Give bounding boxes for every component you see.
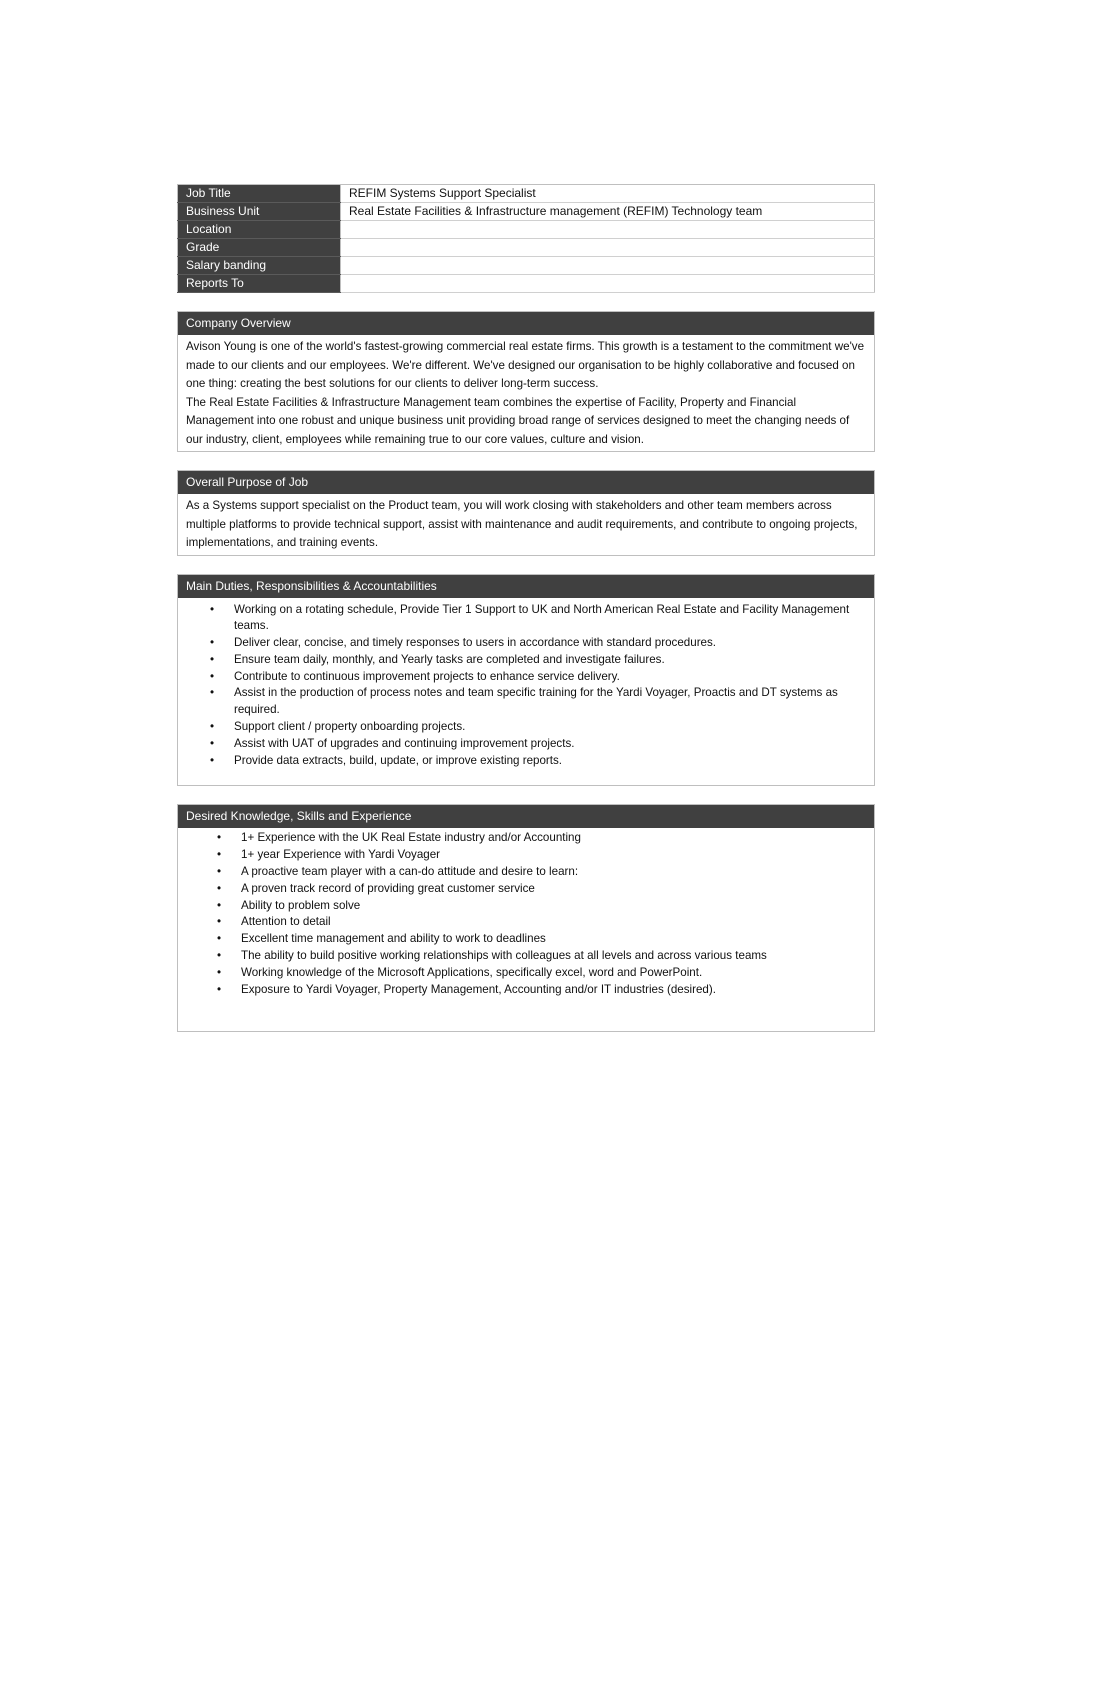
table-row [178, 185, 875, 203]
company-overview-heading: Company Overview [178, 312, 874, 335]
company-overview-body [178, 335, 874, 451]
reports-to-label: Reports To [178, 275, 341, 293]
company-overview-paragraph: The Real Estate Facilities & Infrastructure Management team combines the expertise of Facility, Property and Financial Management into one robust and unique business unit providing broad range of services designed to meet the changing needs of our industry, client, employees while remaining true to our core values, culture and vision. [186, 395, 850, 446]
list-item: • Excellent time management and ability to work to deadlines [241, 931, 866, 948]
table-row [178, 203, 875, 221]
salary-banding-value [341, 257, 875, 275]
overall-purpose-body [178, 494, 874, 555]
main-duties-section [177, 574, 875, 787]
list-item: • Exposure to Yardi Voyager, Property Management, Accounting and/or IT industries (desired). [241, 982, 866, 999]
table-row [178, 275, 875, 293]
list-item: • Deliver clear, concise, and timely responses to users in accordance with standard procedures. [234, 635, 854, 652]
overall-purpose-text: As a Systems support specialist on the Product team, you will work closing with stakeholders and other team members across multiple platforms to provide technical support, assist with maintenance and audit requirements, and contribute to ongoing projects, implementations, and training events. [186, 499, 858, 549]
skills-list [186, 830, 866, 998]
location-label: Location [178, 221, 341, 239]
list-item: • Assist with UAT of upgrades and continuing improvement projects. [234, 736, 854, 753]
desired-skills-body [178, 828, 874, 1031]
company-overview-paragraph: Avison Young is one of the world's fastest-growing commercial real estate firms. This growth is a testament to the commitment we've made to our clients and our employees. We're different. We've designed our organisation to be highly collaborative and focused on one thing: creating the best solutions for our clients to deliver long-term success. [186, 340, 865, 390]
business-unit-label: Business Unit [178, 203, 341, 221]
duties-list [186, 602, 866, 770]
list-item: • Support client / property onboarding projects. [234, 719, 854, 736]
table-row [178, 221, 875, 239]
grade-value [341, 239, 875, 257]
list-item: • 1+ Experience with the UK Real Estate industry and/or Accounting [241, 830, 866, 847]
list-item: • Provide data extracts, build, update, or improve existing reports. [234, 753, 854, 770]
main-duties-body [178, 598, 874, 786]
company-overview-section [177, 311, 875, 452]
list-item: • Contribute to continuous improvement projects to enhance service delivery. [234, 669, 854, 686]
list-item: • Attention to detail [241, 914, 866, 931]
table-row [178, 239, 875, 257]
business-unit-value: Real Estate Facilities & Infrastructure management (REFIM) Technology team [341, 203, 875, 221]
list-item: • Working knowledge of the Microsoft Applications, specifically excel, word and PowerPoint. [241, 965, 866, 982]
overall-purpose-section [177, 470, 875, 556]
list-item: • Working on a rotating schedule, Provide Tier 1 Support to UK and North American Real Estate and Facility Management teams. [234, 602, 854, 636]
job-title-value: REFIM Systems Support Specialist [341, 185, 875, 203]
list-item: • The ability to build positive working relationships with colleagues at all levels and across various teams [241, 948, 866, 965]
job-description-document [177, 184, 875, 1032]
list-item: • Ability to problem solve [241, 898, 866, 915]
reports-to-value [341, 275, 875, 293]
location-value [341, 221, 875, 239]
desired-skills-section [177, 804, 875, 1032]
list-item: • 1+ year Experience with Yardi Voyager [241, 847, 866, 864]
overall-purpose-heading: Overall Purpose of Job [178, 471, 874, 494]
main-duties-heading: Main Duties, Responsibilities & Accountabilities [178, 575, 874, 598]
list-item: • Ensure team daily, monthly, and Yearly tasks are completed and investigate failures. [234, 652, 854, 669]
desired-skills-heading: Desired Knowledge, Skills and Experience [178, 805, 874, 828]
salary-banding-label: Salary banding [178, 257, 341, 275]
list-item: • A proactive team player with a can-do attitude and desire to learn: [241, 864, 866, 881]
job-title-label: Job Title [178, 185, 341, 203]
list-item: • A proven track record of providing great customer service [241, 881, 866, 898]
table-row [178, 257, 875, 275]
grade-label: Grade [178, 239, 341, 257]
job-info-table [177, 184, 875, 293]
list-item: • Assist in the production of process notes and team specific training for the Yardi Voyager, Proactis and DT systems as required. [234, 685, 854, 719]
